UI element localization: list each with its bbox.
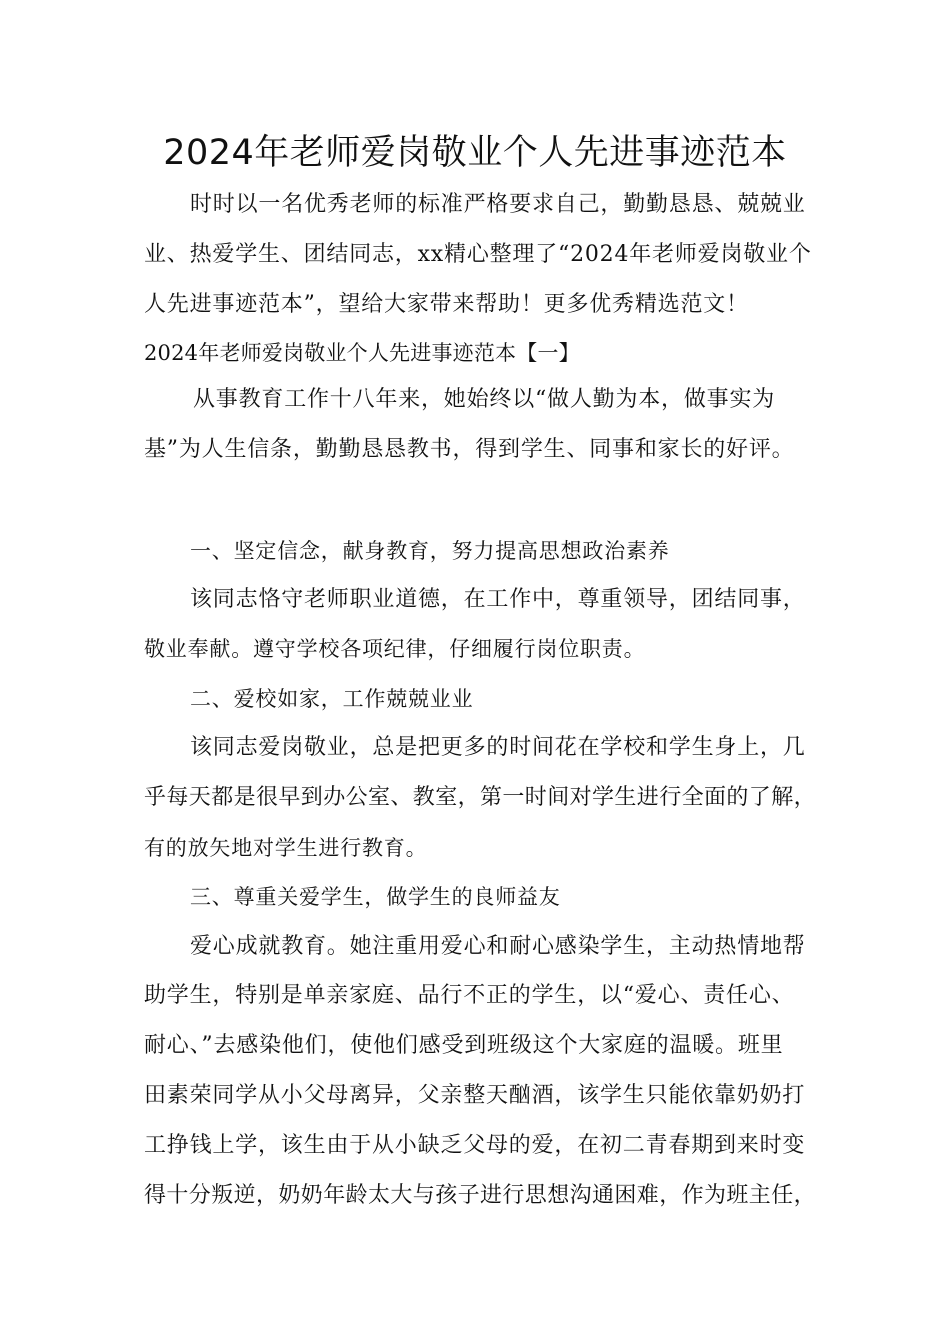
intro-line-3: 人先进事迹范本”，望给大家带来帮助！更多优秀精选范文！ (144, 292, 749, 317)
part3-line-1: 爱心成就教育。她注重用爱心和耐心感染学生，主动热情地帮 (190, 934, 806, 959)
part2-line-3: 有的放矢地对学生进行教育。 (144, 836, 428, 860)
section-heading: 2024年老师爱岗敬业个人先进事迹范本【一】 (144, 341, 580, 365)
part1-line-2: 敬业奉献。遵守学校各项纪律，仔细履行岗位职责。 (144, 637, 646, 661)
opening-line-2: 基”为人生信条，勤勤恳恳教书，得到学生、同事和家长的好评。 (144, 437, 795, 462)
part3-heading: 三、尊重关爱学生，做学生的良师益友 (190, 885, 561, 909)
part1-heading: 一、坚定信念，献身教育，努力提高思想政治素养 (190, 539, 670, 563)
part3-line-3: 耐心、”去感染他们，使他们感受到班级这个大家庭的温暖。班里 (144, 1033, 784, 1058)
part3-line-5: 工挣钱上学，该生由于从小缺乏父母的爱，在初二青春期到来时变 (144, 1133, 806, 1158)
part3-line-4: 田素荣同学从小父母离异，父亲整天酗酒，该学生只能依靠奶奶打 (144, 1083, 806, 1108)
part1-line-1: 该同志恪守老师职业道德，在工作中，尊重领导，团结同事， (190, 587, 806, 612)
part2-line-2: 乎每天都是很早到办公室、教室，第一时间对学生进行全面的了解， (144, 785, 817, 810)
intro-line-2: 业、热爱学生、团结同志，xx精心整理了“2024年老师爱岗敬业个 (144, 242, 812, 267)
part2-line-1: 该同志爱岗敬业，总是把更多的时间花在学校和学生身上，几 (190, 735, 806, 760)
part3-line-6: 得十分叛逆，奶奶年龄太大与孩子进行思想沟通困难，作为班主任， (144, 1183, 817, 1208)
part2-heading: 二、爱校如家，工作兢兢业业 (190, 687, 474, 711)
document-title: 2024年老师爱岗敬业个人先进事迹范本 (163, 133, 787, 173)
intro-line-1: 时时以一名优秀老师的标准严格要求自己，勤勤恳恳、兢兢业 (190, 192, 806, 217)
opening-line-1: 从事教育工作十八年来，她始终以“做人勤为本，做事实为 (193, 387, 776, 412)
part3-line-2: 助学生，特别是单亲家庭、品行不正的学生，以“爱心、责任心、 (144, 983, 795, 1008)
